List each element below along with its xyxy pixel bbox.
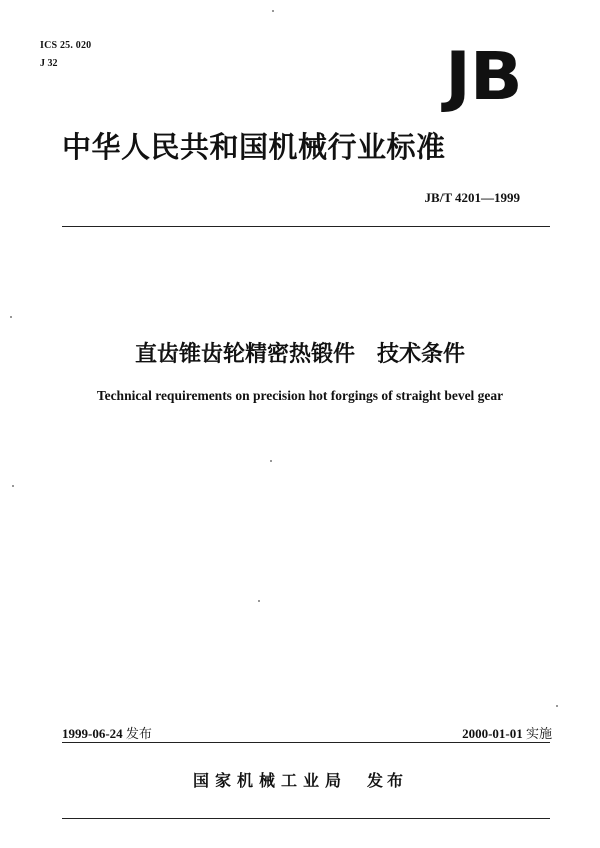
issue-date-label: 发布: [125, 727, 152, 742]
implementation-date: [462, 723, 552, 742]
scan-speck: [10, 316, 12, 318]
jb-logo: JB: [445, 38, 522, 115]
implementation-date-value: 2000-01-01: [462, 726, 523, 741]
footer-divider: [62, 742, 550, 743]
scan-speck: [556, 705, 558, 707]
issuer-name: 国家机械工业局: [192, 771, 347, 790]
issue-date-value: 1999-06-24: [62, 726, 123, 741]
scan-speck: [258, 600, 260, 602]
ics-code: ICS 25. 020: [40, 40, 92, 51]
standard-number: JB/T 4201—1999: [424, 190, 520, 205]
scan-speck: [12, 485, 14, 487]
bottom-divider: [62, 818, 550, 819]
ccs-code: J 32: [40, 58, 58, 69]
scan-speck: [272, 10, 274, 12]
scan-speck: [270, 460, 272, 462]
header-divider: [62, 226, 550, 227]
issuing-authority: [0, 768, 600, 791]
document-title-zh: 直齿锥齿轮精密热锻件 技术条件: [134, 342, 465, 367]
document-title-en: Technical requirements on precision hot forgings of straight bevel gear: [96, 388, 504, 403]
issue-date: [62, 723, 152, 742]
issuer-action: 发布: [367, 771, 408, 790]
standard-category-title: 中华人民共和国机械行业标准: [62, 130, 446, 164]
implementation-date-label: 实施: [525, 727, 552, 742]
